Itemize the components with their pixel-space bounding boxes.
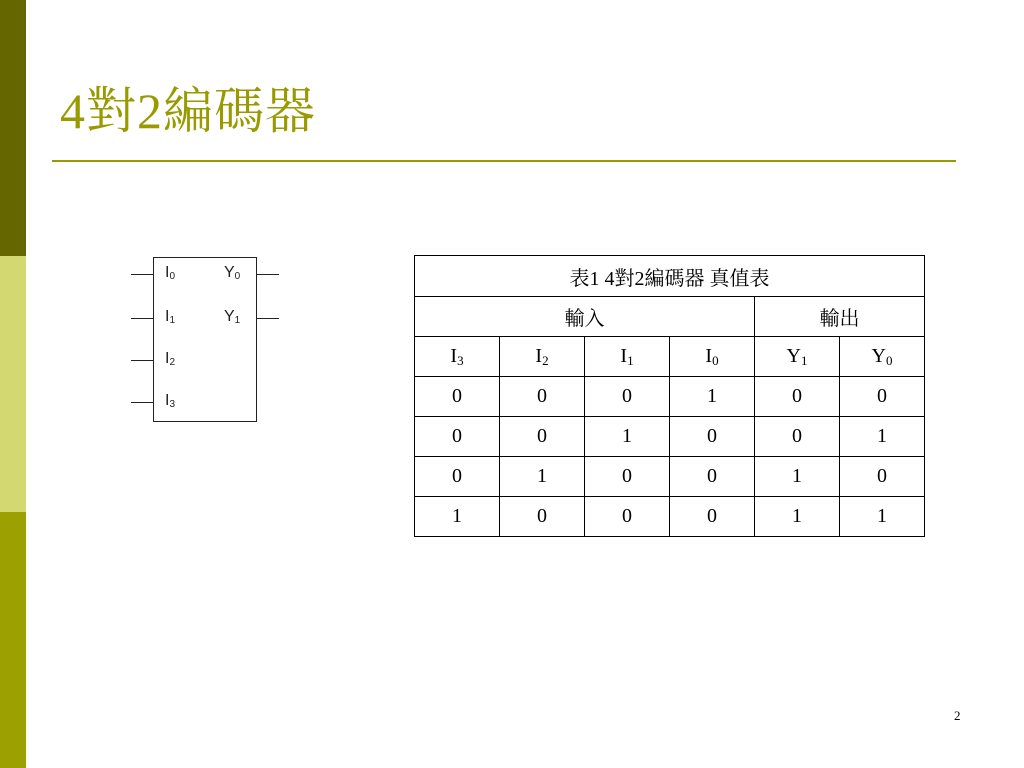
table-cell: 1 xyxy=(500,457,585,497)
table-cell: 0 xyxy=(670,497,755,537)
table-row xyxy=(415,457,925,497)
table-cell: 0 xyxy=(840,457,925,497)
decorative-sidebar xyxy=(0,0,26,768)
column-header-i3: $I_3$ xyxy=(415,337,500,377)
input-lead-2 xyxy=(131,360,153,361)
table-caption-row xyxy=(415,256,925,297)
table-cell: 0 xyxy=(415,417,500,457)
table-cell: 1 xyxy=(840,497,925,537)
table-cell: 0 xyxy=(585,377,670,417)
slide-title: 4對2編碼器 xyxy=(60,83,316,139)
input-lead-0 xyxy=(131,274,153,275)
table-cell: 1 xyxy=(755,497,840,537)
column-header-y0: $Y_0$ xyxy=(840,337,925,377)
output-lead-1 xyxy=(257,318,279,319)
pin-label-i0: $I_0$ xyxy=(165,264,176,282)
input-lead-1 xyxy=(131,318,153,319)
output-lead-0 xyxy=(257,274,279,275)
table-group-header-row xyxy=(415,297,925,337)
page-number: 2 xyxy=(954,708,961,723)
column-header-i0: $I_0$ xyxy=(670,337,755,377)
encoder-block-diagram xyxy=(130,255,290,425)
pin-label-y1: $Y_1$ xyxy=(224,308,241,326)
column-header-i1: $I_1$ xyxy=(585,337,670,377)
table-cell: 1 xyxy=(585,417,670,457)
title-underline xyxy=(52,160,956,162)
pin-label-i2: $I_2$ xyxy=(165,350,176,368)
column-header-y1: $Y_1$ xyxy=(755,337,840,377)
table-cell: 0 xyxy=(415,377,500,417)
input-lead-3 xyxy=(131,402,153,403)
table-cell: 0 xyxy=(840,377,925,417)
table-cell: 0 xyxy=(500,497,585,537)
table-caption: 表1 4對2編碼器 真值表 xyxy=(415,256,925,297)
table-cell: 1 xyxy=(840,417,925,457)
table-cell: 1 xyxy=(755,457,840,497)
table-row xyxy=(415,417,925,457)
table-column-header-row xyxy=(415,337,925,377)
sidebar-band-dark xyxy=(0,0,26,256)
table-cell: 1 xyxy=(415,497,500,537)
pin-label-i3: $I_3$ xyxy=(165,392,176,410)
truth-table xyxy=(414,255,925,537)
column-header-i2: $I_2$ xyxy=(500,337,585,377)
table-row xyxy=(415,497,925,537)
table-cell: 0 xyxy=(755,417,840,457)
table-cell: 0 xyxy=(670,457,755,497)
table-cell: 0 xyxy=(755,377,840,417)
pin-label-i1: $I_1$ xyxy=(165,308,176,326)
table-cell: 1 xyxy=(670,377,755,417)
table-row xyxy=(415,377,925,417)
table-cell: 0 xyxy=(500,377,585,417)
table-cell: 0 xyxy=(500,417,585,457)
group-header-outputs: 輸出 xyxy=(755,297,925,337)
sidebar-band-light xyxy=(0,256,26,512)
table-cell: 0 xyxy=(670,417,755,457)
sidebar-band-mid xyxy=(0,512,26,768)
pin-label-y0: $Y_0$ xyxy=(224,264,241,282)
table-cell: 0 xyxy=(585,497,670,537)
group-header-inputs: 輸入 xyxy=(415,297,755,337)
table-cell: 0 xyxy=(585,457,670,497)
table-cell: 0 xyxy=(415,457,500,497)
